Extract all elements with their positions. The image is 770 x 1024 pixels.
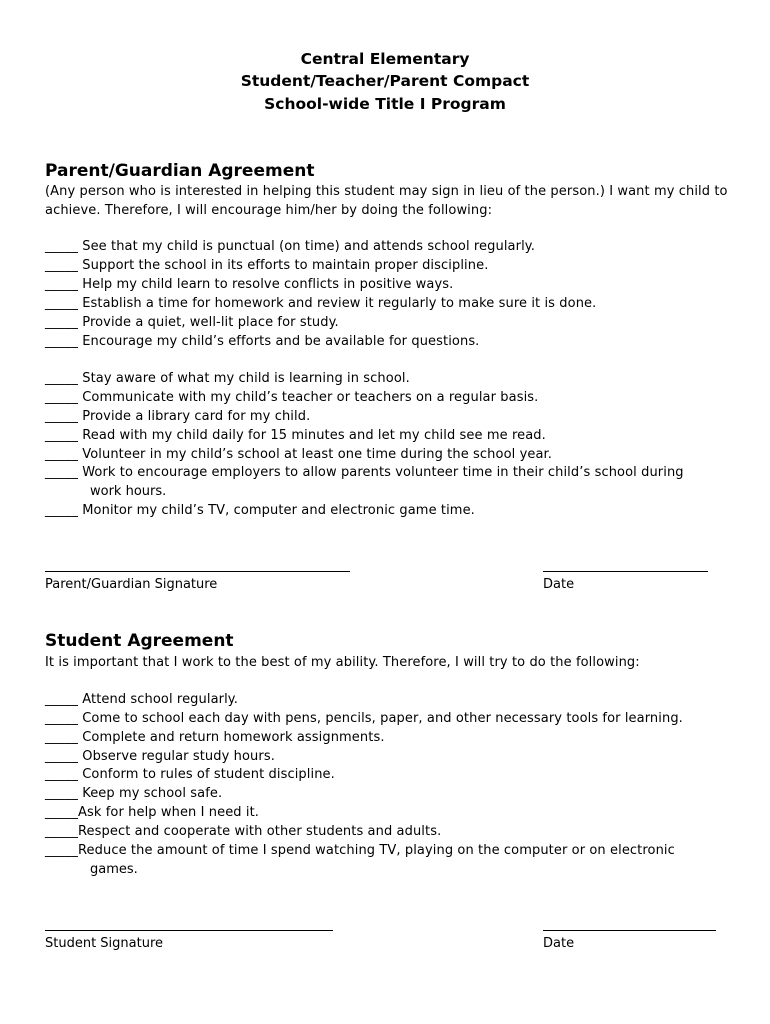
parent-item[interactable]: _____ Stay aware of what my child is learning in school. — [45, 371, 410, 386]
compact-title: Student/Teacher/Parent Compact — [240, 72, 530, 90]
student-item[interactable]: _____Ask for help when I need it. — [45, 805, 260, 820]
parent-agreement-heading: Parent/Guardian Agreement — [45, 161, 315, 181]
student-date-line[interactable] — [543, 930, 716, 931]
parent-item-continuation: work hours. — [90, 484, 167, 499]
parent-item[interactable]: _____ Volunteer in my child’s school at least one time during the school year. — [45, 447, 553, 462]
parent-item[interactable]: _____ Provide a library card for my child. — [45, 409, 311, 424]
parent-date-label: Date — [543, 577, 575, 592]
student-item[interactable]: _____Reduce the amount of time I spend watching TV, playing on the computer or on electronic — [45, 843, 675, 858]
student-item[interactable]: _____ Attend school regularly. — [45, 692, 238, 707]
parent-item[interactable]: _____ Help my child learn to resolve conflicts in positive ways. — [45, 277, 454, 292]
parent-item[interactable]: _____ Communicate with my child’s teacher or teachers on a regular basis. — [45, 390, 539, 405]
student-item[interactable]: _____ Observe regular study hours. — [45, 749, 275, 764]
student-agreement-heading: Student Agreement — [45, 631, 234, 651]
student-item-continuation: games. — [90, 862, 138, 877]
student-item[interactable]: _____ Come to school each day with pens, pencils, paper, and other necessary tools for learning. — [45, 711, 683, 726]
parent-item[interactable]: _____ See that my child is punctual (on time) and attends school regularly. — [45, 239, 535, 254]
student-agreement-intro: It is important that I work to the best of my ability. Therefore, I will try to do the following: — [45, 655, 640, 670]
parent-item[interactable]: _____ Encourage my child’s efforts and be available for questions. — [45, 334, 480, 349]
parent-item[interactable]: _____ Support the school in its efforts to maintain proper discipline. — [45, 258, 489, 273]
school-name: Central Elementary — [300, 50, 470, 68]
program-title: School-wide Title I Program — [264, 95, 506, 113]
parent-item[interactable]: _____ Establish a time for homework and review it regularly to make sure it is done. — [45, 296, 597, 311]
student-date-label: Date — [543, 936, 575, 951]
student-item[interactable]: _____ Conform to rules of student discipline. — [45, 767, 335, 782]
parent-item[interactable]: _____ Read with my child daily for 15 minutes and let my child see me read. — [45, 428, 546, 443]
parent-signature-label: Parent/Guardian Signature — [45, 577, 218, 592]
student-item[interactable]: _____ Complete and return homework assignments. — [45, 730, 385, 745]
student-signature-line[interactable] — [45, 930, 333, 931]
student-item[interactable]: _____ Keep my school safe. — [45, 786, 223, 801]
student-signature-label: Student Signature — [45, 936, 164, 951]
parent-item[interactable]: _____ Monitor my child’s TV, computer and electronic game time. — [45, 503, 475, 518]
parent-item[interactable]: _____ Provide a quiet, well-lit place for study. — [45, 315, 339, 330]
parent-agreement-intro: (Any person who is interested in helping this student may sign in lieu of the person.) I want my child to achieve. Therefore, I will encourage him/her by doing the following: — [45, 184, 728, 218]
parent-signature-line[interactable] — [45, 571, 350, 572]
student-item[interactable]: _____Respect and cooperate with other students and adults. — [45, 824, 442, 839]
parent-date-line[interactable] — [543, 571, 708, 572]
parent-item[interactable]: _____ Work to encourage employers to allow parents volunteer time in their child’s school during — [45, 465, 684, 480]
